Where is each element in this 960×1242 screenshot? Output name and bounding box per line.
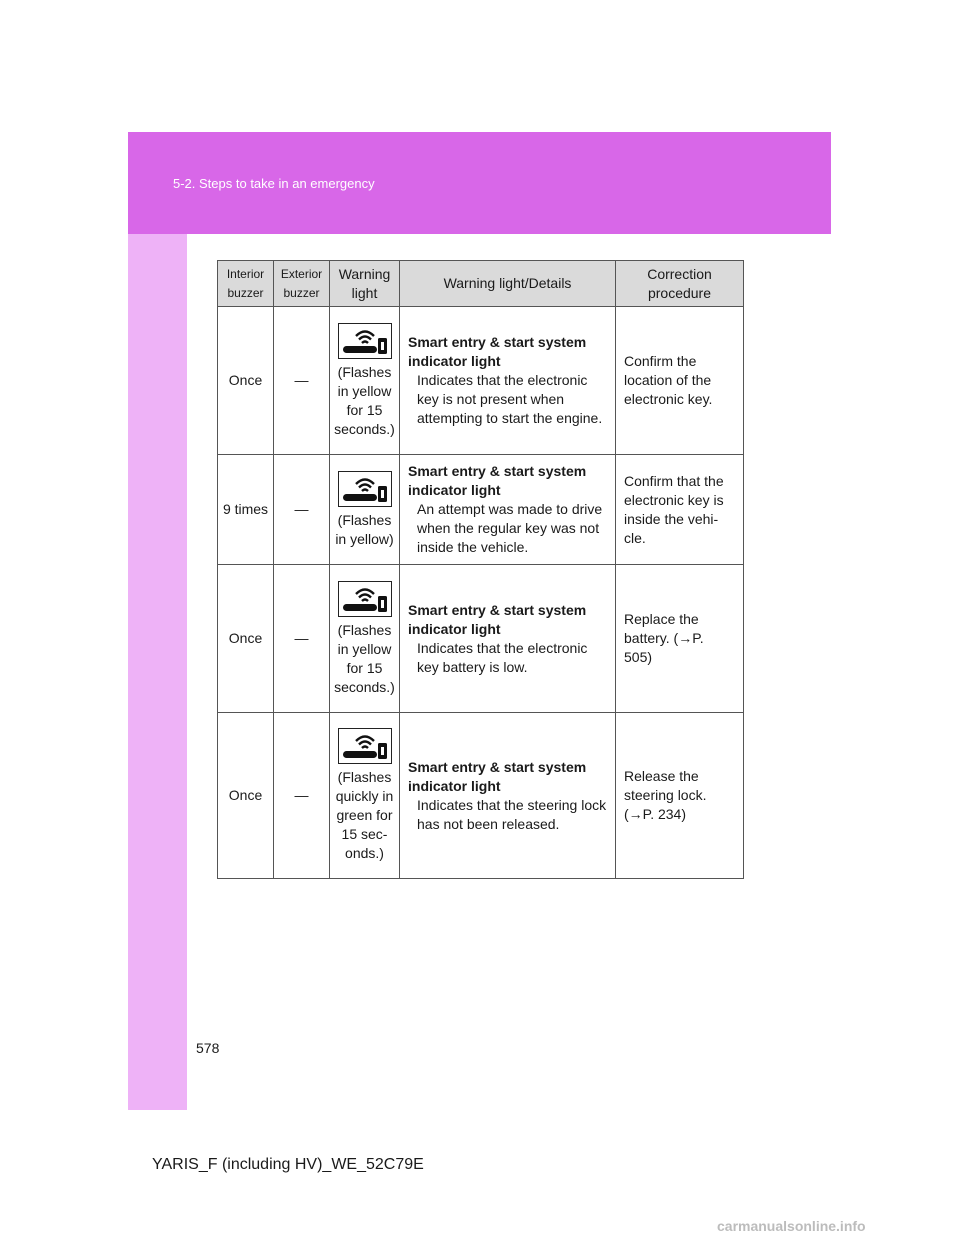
correction-cell: Replace the battery. (→P. 505) xyxy=(616,565,744,713)
correction-cell: Confirm that the electronic key is inside the vehicle. xyxy=(616,455,744,565)
detail-title: Smart entry & start system indicator light xyxy=(408,758,587,794)
section-title: 5-2. Steps to take in an emergency xyxy=(173,176,375,191)
header-warning-light: Warning light xyxy=(330,261,400,307)
header-band xyxy=(128,132,831,234)
header-exterior-buzzer: Exterior buzzer xyxy=(274,261,330,307)
detail-body: Indicates that the electronic key is not present when attempting to start the engine. xyxy=(417,372,603,426)
detail-title: Smart entry & start system indicator light xyxy=(408,463,587,498)
watermark: carmanualsonline.info xyxy=(717,1218,866,1234)
interior-buzzer-cell: Once xyxy=(218,307,274,455)
detail-body: Indicates that the electronic key battery is low. xyxy=(417,639,588,675)
exterior-buzzer-cell: — xyxy=(274,455,330,565)
interior-buzzer-cell: Once xyxy=(218,565,274,713)
smart-key-indicator-icon xyxy=(338,323,392,359)
page-number: 578 xyxy=(196,1040,220,1056)
light-description: (Flashes in yellow for 15 seconds.) xyxy=(334,621,395,695)
light-description: (Flashes in yellow) xyxy=(335,511,394,547)
details-cell xyxy=(400,713,616,879)
correction-cell: Release the steering lock. (→P. 234) xyxy=(616,713,744,879)
smart-key-indicator-icon xyxy=(338,728,392,764)
header-interior-buzzer: Interior buzzer xyxy=(218,261,274,307)
correction-cell: Confirm the location of the electronic key. xyxy=(616,307,744,455)
detail-title: Smart entry & start system indicator light xyxy=(408,334,587,369)
table-row xyxy=(218,713,744,879)
detail-body: Indicates that the steering lock has not been released. xyxy=(417,796,607,832)
smart-key-indicator-icon xyxy=(338,581,392,617)
document-code: YARIS_F (including HV)_WE_52C79E xyxy=(152,1156,424,1173)
exterior-buzzer-cell: — xyxy=(274,565,330,713)
warning-light-cell xyxy=(330,713,400,879)
light-description: (Flashes in yellow for 15 seconds.) xyxy=(334,363,395,437)
warning-light-cell xyxy=(330,455,400,565)
warning-light-cell xyxy=(330,565,400,713)
header-details: Warning light/Details xyxy=(400,261,616,307)
table-row xyxy=(218,455,744,565)
details-cell xyxy=(400,565,616,713)
exterior-buzzer-cell: — xyxy=(274,713,330,879)
details-cell xyxy=(400,455,616,565)
table-row xyxy=(218,307,744,455)
detail-body: An attempt was made to drive when the regular key was not inside the vehicle. xyxy=(417,501,603,555)
interior-buzzer-cell: Once xyxy=(218,713,274,879)
light-description: (Flashes quickly in green for 15 seconds.) xyxy=(335,769,394,861)
exterior-buzzer-cell: — xyxy=(274,307,330,455)
header-correction: Correction procedure xyxy=(616,261,744,307)
interior-buzzer-cell: 9 times xyxy=(218,455,274,565)
warning-table xyxy=(217,260,744,879)
table-header-row xyxy=(218,261,744,307)
table-row xyxy=(218,565,744,713)
smart-key-indicator-icon xyxy=(338,471,392,507)
side-band xyxy=(128,234,187,1110)
warning-light-cell xyxy=(330,307,400,455)
detail-title: Smart entry & start system indicator light xyxy=(408,601,587,637)
details-cell xyxy=(400,307,616,455)
